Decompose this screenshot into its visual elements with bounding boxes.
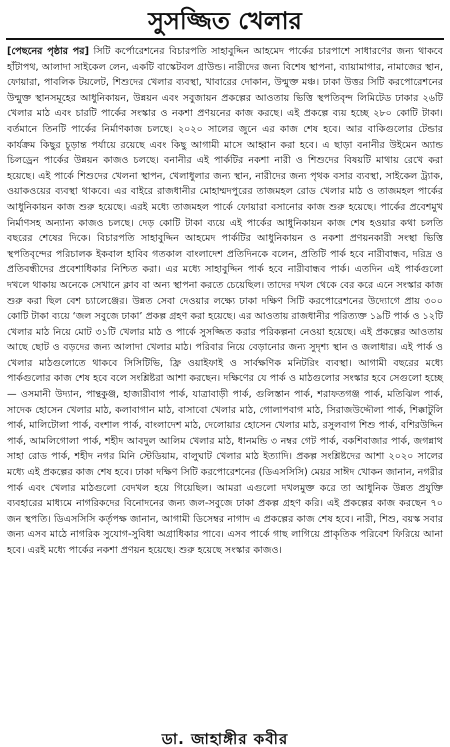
- continued-from-label: [পেছনের পৃষ্ঠার পর]: [7, 46, 89, 57]
- article-body: [7, 44, 443, 559]
- article-headline: সুসজ্জিত খেলার: [148, 7, 302, 35]
- article-paragraph: [7, 44, 443, 559]
- headline-divider: [6, 38, 444, 40]
- article-paragraph-text: সিটি কর্পোরেশনের বিচারপতি সাহাবুদ্দিন আহমেদ পার্কের চারপাশে সাধারণের জন্য থাকবে হাঁটাপথ, আলাদা সাইকেল লেন, একটি বাস্কেটবল গ্রাউন্ড। নারীদের জন্য বিশেষ স্থাপনা, ব্যায়ামাগার, নামাজের স্থান, ফোয়ারা, পাবলিক টয়লেট, শিশুদের খেলার ব্যবস্থা, খাবারের দোকান, উন্মুক্ত মঞ্চ। ঢাকা উত্তর সিটি করপোরেশনের উন্মুক্ত স্থানসমূহের আধুনিকায়ন, উন্নয়ন এবং সবুজায়ন প্রকল্পের আওতায় ভিত্তি স্থপতিবৃন্দ লিমিটেড ঢাকার ২৬টি খেলার মাঠ এবং চারটি পার্কের সংস্কার ও নকশা প্রণয়নের কাজ করছে। এই প্রকল্পে ব্যয় হচ্ছে ২৮০ কোটি টাকা। বর্তমানে তিনটি পার্কের নির্মাণকাজ চলছে। ২০২০ সালের জুনে এর কাজ শেষ হবে। আর বাকিগুলোর টেন্ডার কার্যক্রম কিছুর চূড়ান্ত পর্যায়ে রয়েছে এবং কিছু আগামী মাসে আহ্বান করা হবে। এ ছাড়া বনানীর উইমেন অ্যান্ড চিলড্রেন পার্কের উন্নয়ন কাজও চলছে। বনানীর এই পার্কটির নকশা নারী ও শিশুদের বিষয়টি মাথায় রেখে করা হয়েছে। এই পার্কে শিশুদের খেলনা স্থাপন, খেলাধুলার জন্য স্থান, নারীদের জন্য পৃথক বসার ব্যবস্থা, সাইকেল ট্র্যাক, ওয়াকওয়ের ব্যবস্থা থাকবে। এর বাইরে রাজধানীর মোহাম্মদপুরের তাজমহল রোড খেলার মাঠ ও তাজমহল পার্কের আধুনিকায়ন কাজ শুরু হয়েছে। এরই মধ্যে তাজমহল পার্কে ফোয়ারা বসানোর কাজ শুরু হয়েছে। পার্কের প্রবেশমুখ নির্মাণসহ অন্যান্য কাজও চলছে। দেড় কোটি টাকা ব্যয়ে এই পার্কের আধুনিকায়ন কাজ শেষ হওয়ার কথা চলতি বছরের শেষের দিকে। বিচারপতি সাহাবুদ্দিন আহমেদ পার্কটির আধুনিকায়ন ও নকশা প্রণয়নকারী সংস্থা ভিত্তি স্থপতিবৃন্দের পরিচালক ইকবাল হাবিব গতকাল বাংলাদেশ প্রতিদিনকে বলেন, প্রতিটি পার্ক হবে নারীবান্ধব, দরিদ্র ও প্রতিবন্ধীদের প্রবেশাধিকার নিশ্চিত করা। এর মধ্যে সাহাবুদ্দিন পার্ক হবে নারীবান্ধব পার্ক। এতদিন এই পার্কগুলো দখলে থাকায় অনেকে সেখানে ক্লাব বা অন্য স্থাপনা করতে চেয়েছিল। তাদের দখল থেকে বের করে এনে সংস্কার কাজ শুরু করা ছিল বেশ চ্যালেঞ্জের। উন্নত সেবা দেওয়ার লক্ষ্যে ঢাকা দক্ষিণ সিটি করপোরেশনের উদ্যোগে প্রায় ৩০০ কোটি টাকা ব্যয়ে ‘জল সবুজে ঢাকা’ প্রকল্প গ্রহণ করা হয়েছে। এর আওতায় রাজধানীর পরিত্যক্ত ১৯টি পার্ক ও ১২টি খেলার মাঠ নিয়ে মোট ৩১টি খেলার মাঠ ও পার্কে সুসজ্জিত করার পরিকল্পনা নেওয়া হয়েছে। এই প্রকল্পের আওতায় আছে ছোট ও বড়দের জন্য আলাদা খেলার মাঠ। পরিবার নিয়ে বেড়ানোর জন্য সুদৃশ্য স্থান ও জলাধার। এই পার্ক ও খেলার মাঠগুলোতে থাকবে সিসিটিভি, ফ্রি ওয়াইফাই ও সার্বক্ষণিক মনিটরিং ব্যবস্থা। আগামী বছরের মধ্যে পার্কগুলোর কাজ শেষ হবে বলে সংশ্লিষ্টরা আশা করছেন। দক্ষিণের যে পার্ক ও মাঠগুলোর সংস্কার হবে সেগুলো হচ্ছে— ওসমানী উদ্যান, পান্থকুঞ্জ, হাজারীবাগ পার্ক, যাত্রাবাড়ী পার্ক, গুলিস্তান পার্ক, শরাফতগঞ্জ পার্ক, মতিঝিল পার্ক, সাদেক হোসেন খেলার মাঠ, কলাবাগান মাঠ, বাসাবো খেলার মাঠ, গোলাপবাগ মাঠ, সিরাজউদ্দৌলা পার্ক, শিক্কাটুলি পার্ক, মালিটোলা পার্ক, বংশাল পার্ক, বাংলাদেশ মাঠ, দেলোয়ার হোসেন খেলার মাঠ, রসুলবাগ শিশু পার্ক, বশিরউদ্দিন পার্ক, আমলিগোলা পার্ক, শহীদ আবদুল আলিম খেলার মাঠ, ধানমন্ডি ৩ নম্বর গেট পার্ক, বকশিবাজার পার্ক, জগন্নাথ সাহা রোড পার্ক, শহীদ নগর মিনি স্টেডিয়াম, বালুঘাট খেলার মাঠ ইত্যাদি। প্রকল্প সংশ্লিষ্টদের আশা ২০২০ সালের মধ্যে এই প্রকল্পের কাজ শেষ হবে। ঢাকা দক্ষিণ সিটি করপোরেশনের (ডিএসসিসি) মেয়র সাঈদ খোকন জানান, নগরীর পার্ক এবং খেলার মাঠগুলো বেদখল হয়ে গিয়েছিল। আমরা এগুলো দখলমুক্ত করে তা আধুনিক উন্নত প্রযুক্তি ব্যবহারের মাধ্যমে নাগরিকদের বিনোদনের জন্য জল-সবুজে ঢাকা প্রকল্প গ্রহণ করি। এই প্রকল্পের কাজ করছেন ৭০ জন স্থপতি। ডিএসসিসি কর্তৃপক্ষ জানান, আগামী ডিসেম্বর নাগাদ এ প্রকল্পের কাজ শেষ হবে। নারী, শিশু, বয়স্ক সবার জন্য এসব মাঠে নাগরিক সুযোগ-সুবিধা অগ্রাধিকার পাবে। এসব পার্কে গাছ লাগিয়ে প্রাকৃতিক পরিবেশ ফিরিয়ে আনা হবে। এরই মধ্যে পার্কের নকশা প্রণয়ন হয়েছে। শুরু হয়েছে সংস্কার কাজও।: [7, 46, 443, 556]
- article-byline: ডা. জাহাঙ্গীর কবীর: [161, 730, 289, 747]
